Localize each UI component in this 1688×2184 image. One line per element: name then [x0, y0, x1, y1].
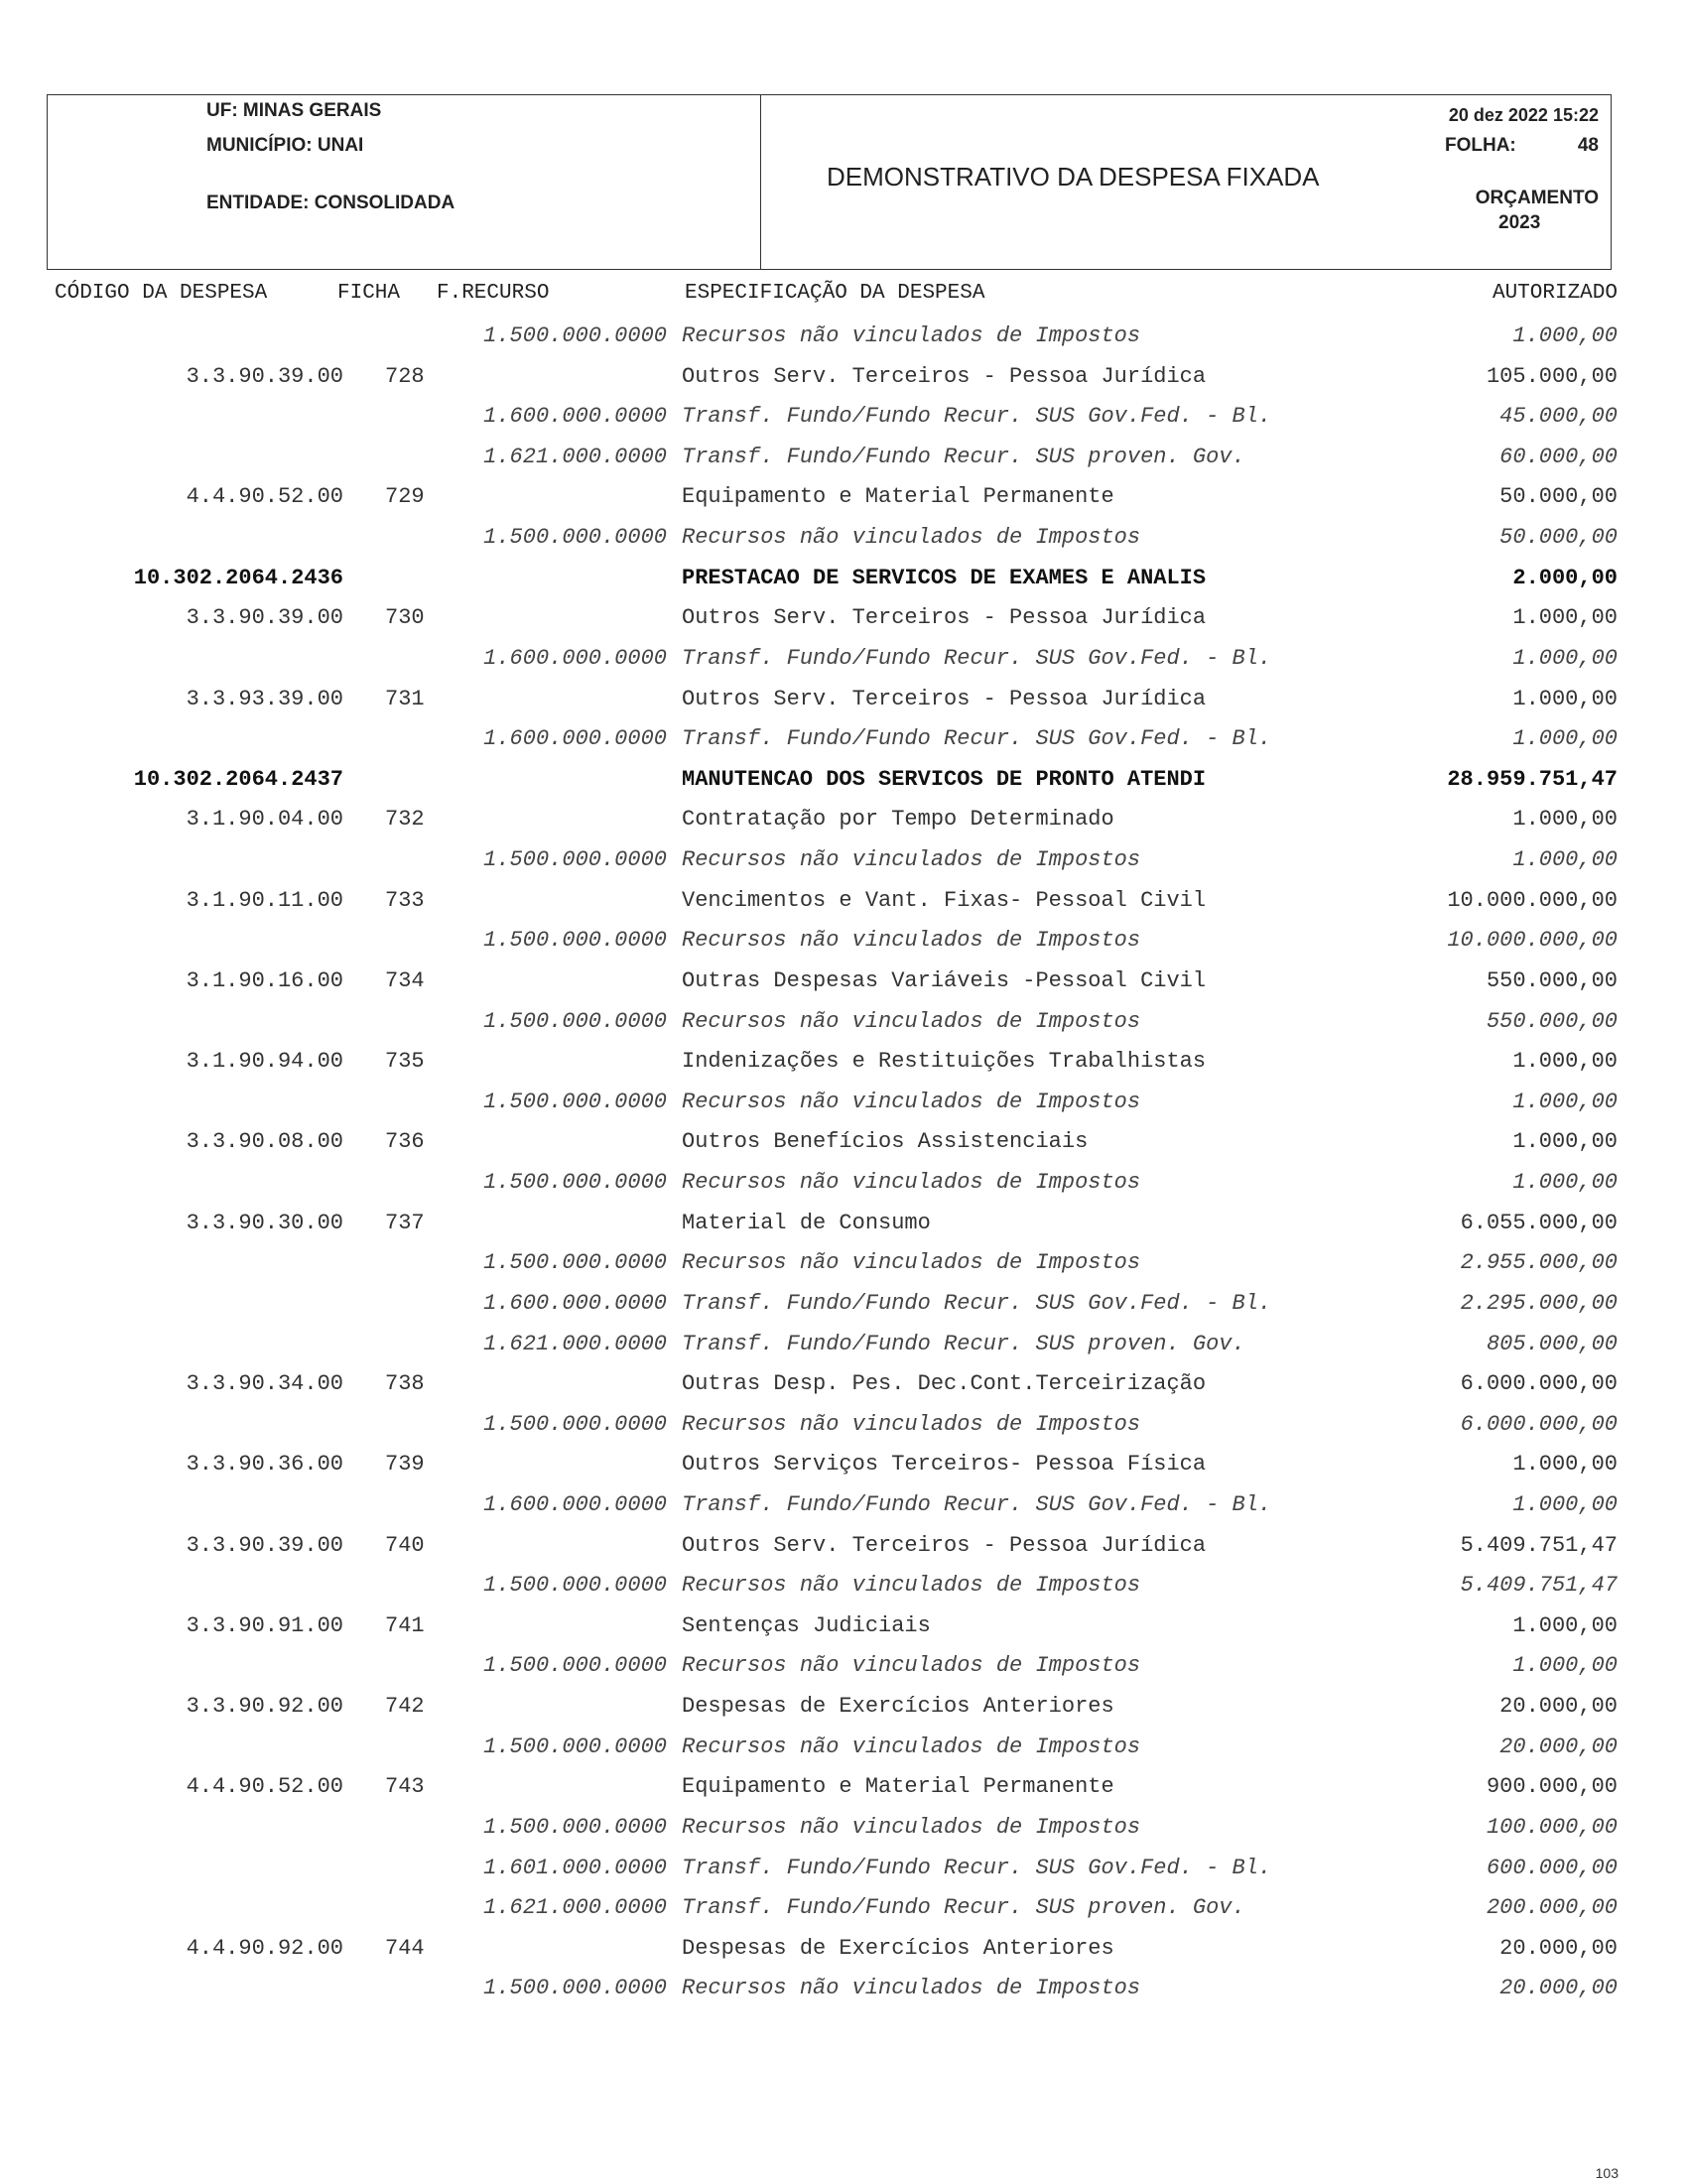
autorizado-cell: 1.000,00	[1512, 687, 1618, 711]
fonte-cell: 1.500.000.0000	[483, 1653, 667, 1678]
despesa-row	[0, 484, 1688, 514]
autorizado-cell: 550.000,00	[1486, 968, 1618, 993]
especificacao-cell: Recursos não vinculados de Impostos	[682, 1653, 1141, 1678]
especificacao-cell: Transf. Fundo/Fundo Recur. SUS Gov.Fed. - Bl.	[682, 404, 1272, 429]
autorizado-cell: 10.000.000,00	[1447, 888, 1618, 913]
fonte-cell: 1.600.000.0000	[483, 1492, 667, 1517]
autorizado-cell: 1.000,00	[1512, 1049, 1618, 1074]
projeto-row	[0, 767, 1688, 797]
fonte-cell: 1.500.000.0000	[483, 1170, 667, 1195]
fonte-row	[0, 445, 1688, 474]
ficha-cell: 742	[385, 1694, 425, 1719]
report-title: DEMONSTRATIVO DA DESPESA FIXADA	[827, 162, 1320, 192]
autorizado-cell: 10.000.000,00	[1447, 928, 1618, 953]
especificacao-cell: Sentenças Judiciais	[682, 1613, 931, 1638]
autorizado-cell: 1.000,00	[1512, 1613, 1618, 1638]
fonte-row	[0, 1412, 1688, 1442]
fonte-row	[0, 1009, 1688, 1039]
despesa-row	[0, 807, 1688, 836]
especificacao-cell: Transf. Fundo/Fundo Recur. SUS Gov.Fed. - Bl.	[682, 1856, 1272, 1880]
despesa-row	[0, 687, 1688, 716]
fonte-row	[0, 1332, 1688, 1361]
especificacao-cell: Recursos não vinculados de Impostos	[682, 1170, 1141, 1195]
autorizado-cell: 50.000,00	[1499, 484, 1618, 509]
fonte-row	[0, 1734, 1688, 1764]
especificacao-cell: Despesas de Exercícios Anteriores	[682, 1936, 1114, 1961]
autorizado-cell: 1.000,00	[1512, 646, 1618, 671]
ficha-cell: 728	[385, 364, 425, 389]
municipio-label: MUNICÍPIO: UNAI	[206, 135, 364, 156]
codigo-cell: 3.1.90.16.00	[186, 968, 343, 993]
orcamento-label: ORÇAMENTO	[1475, 188, 1599, 208]
autorizado-cell: 1.000,00	[1512, 1090, 1618, 1114]
ficha-cell: 735	[385, 1049, 425, 1074]
autorizado-cell: 805.000,00	[1486, 1332, 1618, 1356]
especificacao-cell: MANUTENCAO DOS SERVICOS DE PRONTO ATENDI	[682, 767, 1207, 792]
fonte-row	[0, 1170, 1688, 1200]
fonte-row	[0, 1815, 1688, 1845]
especificacao-cell: Outras Despesas Variáveis -Pessoal Civil	[682, 968, 1207, 993]
despesa-row	[0, 1613, 1688, 1643]
especificacao-cell: Recursos não vinculados de Impostos	[682, 1090, 1141, 1114]
fonte-cell: 1.500.000.0000	[483, 1734, 667, 1759]
especificacao-cell: Transf. Fundo/Fundo Recur. SUS Gov.Fed. - Bl.	[682, 1291, 1272, 1316]
codigo-cell: 4.4.90.52.00	[186, 484, 343, 509]
fonte-row	[0, 1976, 1688, 2005]
despesa-row	[0, 888, 1688, 918]
especificacao-cell: Recursos não vinculados de Impostos	[682, 323, 1141, 348]
ficha-cell: 736	[385, 1129, 425, 1154]
autorizado-cell: 1.000,00	[1512, 807, 1618, 832]
fonte-cell: 1.500.000.0000	[483, 525, 667, 550]
especificacao-cell: Outros Serv. Terceiros - Pessoa Jurídica	[682, 364, 1207, 389]
despesa-row	[0, 364, 1688, 394]
codigo-cell: 3.3.90.08.00	[186, 1129, 343, 1154]
fonte-cell: 1.600.000.0000	[483, 404, 667, 429]
especificacao-cell: Recursos não vinculados de Impostos	[682, 1250, 1141, 1275]
autorizado-cell: 6.000.000,00	[1460, 1412, 1618, 1437]
codigo-cell: 10.302.2064.2437	[133, 767, 343, 792]
especificacao-cell: Outros Serv. Terceiros - Pessoa Jurídica	[682, 687, 1207, 711]
ficha-cell: 741	[385, 1613, 425, 1638]
fonte-cell: 1.500.000.0000	[483, 1976, 667, 2000]
autorizado-cell: 1.000,00	[1512, 1653, 1618, 1678]
especificacao-cell: Recursos não vinculados de Impostos	[682, 1573, 1141, 1598]
especificacao-cell: Equipamento e Material Permanente	[682, 484, 1114, 509]
col-ficha: FICHA	[337, 282, 401, 305]
especificacao-cell: Outras Desp. Pes. Dec.Cont.Terceirização	[682, 1371, 1207, 1396]
autorizado-cell: 1.000,00	[1512, 323, 1618, 348]
despesa-row	[0, 1371, 1688, 1401]
projeto-row	[0, 566, 1688, 595]
despesa-row	[0, 1774, 1688, 1804]
especificacao-cell: Vencimentos e Vant. Fixas- Pessoal Civil	[682, 888, 1207, 913]
autorizado-cell: 5.409.751,47	[1460, 1573, 1618, 1598]
autorizado-cell: 105.000,00	[1486, 364, 1618, 389]
codigo-cell: 3.1.90.04.00	[186, 807, 343, 832]
ficha-cell: 737	[385, 1211, 425, 1235]
col-codigo: CÓDIGO DA DESPESA	[55, 282, 268, 305]
especificacao-cell: Outros Benefícios Assistenciais	[682, 1129, 1089, 1154]
fonte-row	[0, 1492, 1688, 1522]
despesa-row	[0, 1533, 1688, 1563]
codigo-cell: 3.3.90.36.00	[186, 1452, 343, 1477]
ficha-cell: 731	[385, 687, 425, 711]
ficha-cell: 734	[385, 968, 425, 993]
ficha-cell: 743	[385, 1774, 425, 1799]
especificacao-cell: Recursos não vinculados de Impostos	[682, 1976, 1141, 2000]
especificacao-cell: Equipamento e Material Permanente	[682, 1774, 1114, 1799]
especificacao-cell: Outros Serviços Terceiros- Pessoa Física	[682, 1452, 1207, 1477]
autorizado-cell: 550.000,00	[1486, 1009, 1618, 1034]
despesa-row	[0, 1049, 1688, 1079]
especificacao-cell: Recursos não vinculados de Impostos	[682, 847, 1141, 872]
codigo-cell: 3.3.90.39.00	[186, 605, 343, 630]
ficha-cell: 729	[385, 484, 425, 509]
fonte-cell: 1.600.000.0000	[483, 1291, 667, 1316]
codigo-cell: 3.3.90.30.00	[186, 1211, 343, 1235]
ficha-cell: 739	[385, 1452, 425, 1477]
especificacao-cell: Recursos não vinculados de Impostos	[682, 1009, 1141, 1034]
autorizado-cell: 28.959.751,47	[1447, 767, 1618, 792]
autorizado-cell: 900.000,00	[1486, 1774, 1618, 1799]
autorizado-cell: 100.000,00	[1486, 1815, 1618, 1840]
especificacao-cell: Despesas de Exercícios Anteriores	[682, 1694, 1114, 1719]
autorizado-cell: 1.000,00	[1512, 1492, 1618, 1517]
ficha-cell: 732	[385, 807, 425, 832]
autorizado-cell: 2.295.000,00	[1460, 1291, 1618, 1316]
fonte-cell: 1.500.000.0000	[483, 847, 667, 872]
autorizado-cell: 20.000,00	[1499, 1936, 1618, 1961]
fonte-cell: 1.500.000.0000	[483, 928, 667, 953]
fonte-row	[0, 847, 1688, 877]
orcamento-year: 2023	[1498, 212, 1541, 233]
codigo-cell: 3.3.90.39.00	[186, 364, 343, 389]
especificacao-cell: Transf. Fundo/Fundo Recur. SUS proven. Gov.	[682, 445, 1245, 469]
codigo-cell: 3.3.93.39.00	[186, 687, 343, 711]
autorizado-cell: 20.000,00	[1499, 1694, 1618, 1719]
especificacao-cell: Contratação por Tempo Determinado	[682, 807, 1114, 832]
especificacao-cell: Outros Serv. Terceiros - Pessoa Jurídica	[682, 605, 1207, 630]
ficha-cell: 733	[385, 888, 425, 913]
fonte-cell: 1.621.000.0000	[483, 1895, 667, 1920]
codigo-cell: 3.3.90.39.00	[186, 1533, 343, 1558]
autorizado-cell: 1.000,00	[1512, 1170, 1618, 1195]
autorizado-cell: 6.000.000,00	[1460, 1371, 1618, 1396]
fonte-row	[0, 404, 1688, 434]
fonte-row	[0, 1856, 1688, 1885]
especificacao-cell: Recursos não vinculados de Impostos	[682, 1412, 1141, 1437]
especificacao-cell: Material de Consumo	[682, 1211, 931, 1235]
despesa-row	[0, 968, 1688, 998]
report-header	[47, 94, 1612, 270]
especificacao-cell: PRESTACAO DE SERVICOS DE EXAMES E ANALIS	[682, 566, 1207, 590]
fonte-cell: 1.600.000.0000	[483, 726, 667, 751]
autorizado-cell: 60.000,00	[1499, 445, 1618, 469]
especificacao-cell: Recursos não vinculados de Impostos	[682, 1734, 1141, 1759]
especificacao-cell: Transf. Fundo/Fundo Recur. SUS Gov.Fed. - Bl.	[682, 1492, 1272, 1517]
header-divider	[760, 95, 761, 269]
codigo-cell: 3.3.90.34.00	[186, 1371, 343, 1396]
report-datetime: 20 dez 2022 15:22	[1448, 105, 1599, 125]
ficha-cell: 738	[385, 1371, 425, 1396]
autorizado-cell: 2.955.000,00	[1460, 1250, 1618, 1275]
fonte-row	[0, 646, 1688, 676]
especificacao-cell: Transf. Fundo/Fundo Recur. SUS Gov.Fed. - Bl.	[682, 646, 1272, 671]
especificacao-cell: Transf. Fundo/Fundo Recur. SUS proven. Gov.	[682, 1895, 1245, 1920]
fonte-row	[0, 1250, 1688, 1280]
fonte-cell: 1.601.000.0000	[483, 1856, 667, 1880]
fonte-cell: 1.621.000.0000	[483, 445, 667, 469]
fonte-cell: 1.600.000.0000	[483, 646, 667, 671]
autorizado-cell: 5.409.751,47	[1460, 1533, 1618, 1558]
autorizado-cell: 20.000,00	[1499, 1976, 1618, 2000]
codigo-cell: 10.302.2064.2436	[133, 566, 343, 590]
fonte-row	[0, 928, 1688, 958]
despesa-row	[0, 1936, 1688, 1966]
codigo-cell: 3.1.90.94.00	[186, 1049, 343, 1074]
autorizado-cell: 200.000,00	[1486, 1895, 1618, 1920]
codigo-cell: 3.1.90.11.00	[186, 888, 343, 913]
codigo-cell: 3.3.90.92.00	[186, 1694, 343, 1719]
col-autorizado: AUTORIZADO	[1492, 282, 1618, 305]
especificacao-cell: Transf. Fundo/Fundo Recur. SUS proven. Gov.	[682, 1332, 1245, 1356]
despesa-row	[0, 605, 1688, 635]
autorizado-cell: 1.000,00	[1512, 1452, 1618, 1477]
fonte-cell: 1.500.000.0000	[483, 1250, 667, 1275]
fonte-cell: 1.621.000.0000	[483, 1332, 667, 1356]
autorizado-cell: 45.000,00	[1499, 404, 1618, 429]
despesa-row	[0, 1452, 1688, 1481]
despesa-row	[0, 1694, 1688, 1724]
autorizado-cell: 6.055.000,00	[1460, 1211, 1618, 1235]
fonte-cell: 1.500.000.0000	[483, 1815, 667, 1840]
fonte-row	[0, 1653, 1688, 1683]
especificacao-cell: Outros Serv. Terceiros - Pessoa Jurídica	[682, 1533, 1207, 1558]
fonte-row	[0, 1895, 1688, 1925]
fonte-row	[0, 1573, 1688, 1603]
uf-label: UF: MINAS GERAIS	[206, 100, 382, 121]
fonte-cell: 1.500.000.0000	[483, 323, 667, 348]
col-recurso: F.RECURSO	[437, 282, 550, 305]
folha-label: FOLHA:	[1445, 135, 1516, 156]
autorizado-cell: 20.000,00	[1499, 1734, 1618, 1759]
ficha-cell: 740	[385, 1533, 425, 1558]
despesa-row	[0, 1211, 1688, 1240]
ficha-cell: 744	[385, 1936, 425, 1961]
autorizado-cell: 1.000,00	[1512, 847, 1618, 872]
fonte-cell: 1.500.000.0000	[483, 1412, 667, 1437]
autorizado-cell: 1.000,00	[1512, 1129, 1618, 1154]
autorizado-cell: 50.000,00	[1499, 525, 1618, 550]
autorizado-cell: 600.000,00	[1486, 1856, 1618, 1880]
entidade-label: ENTIDADE: CONSOLIDADA	[206, 193, 455, 213]
especificacao-cell: Transf. Fundo/Fundo Recur. SUS Gov.Fed. - Bl.	[682, 726, 1272, 751]
fonte-cell: 1.500.000.0000	[483, 1573, 667, 1598]
fonte-row	[0, 1090, 1688, 1119]
codigo-cell: 3.3.90.91.00	[186, 1613, 343, 1638]
codigo-cell: 4.4.90.52.00	[186, 1774, 343, 1799]
codigo-cell: 4.4.90.92.00	[186, 1936, 343, 1961]
especificacao-cell: Recursos não vinculados de Impostos	[682, 525, 1141, 550]
especificacao-cell: Recursos não vinculados de Impostos	[682, 1815, 1141, 1840]
fonte-row	[0, 726, 1688, 756]
fonte-row	[0, 323, 1688, 353]
col-especificacao: ESPECIFICAÇÃO DA DESPESA	[685, 282, 985, 305]
ficha-cell: 730	[385, 605, 425, 630]
autorizado-cell: 1.000,00	[1512, 726, 1618, 751]
autorizado-cell: 2.000,00	[1512, 566, 1618, 590]
fonte-cell: 1.500.000.0000	[483, 1090, 667, 1114]
despesa-row	[0, 1129, 1688, 1159]
autorizado-cell: 1.000,00	[1512, 605, 1618, 630]
especificacao-cell: Recursos não vinculados de Impostos	[682, 928, 1141, 953]
fonte-row	[0, 1291, 1688, 1321]
folha-value: 48	[1577, 135, 1599, 156]
especificacao-cell: Indenizações e Restituições Trabalhistas	[682, 1049, 1207, 1074]
fonte-cell: 1.500.000.0000	[483, 1009, 667, 1034]
fonte-row	[0, 525, 1688, 555]
page-number: 103	[1595, 2165, 1619, 2181]
